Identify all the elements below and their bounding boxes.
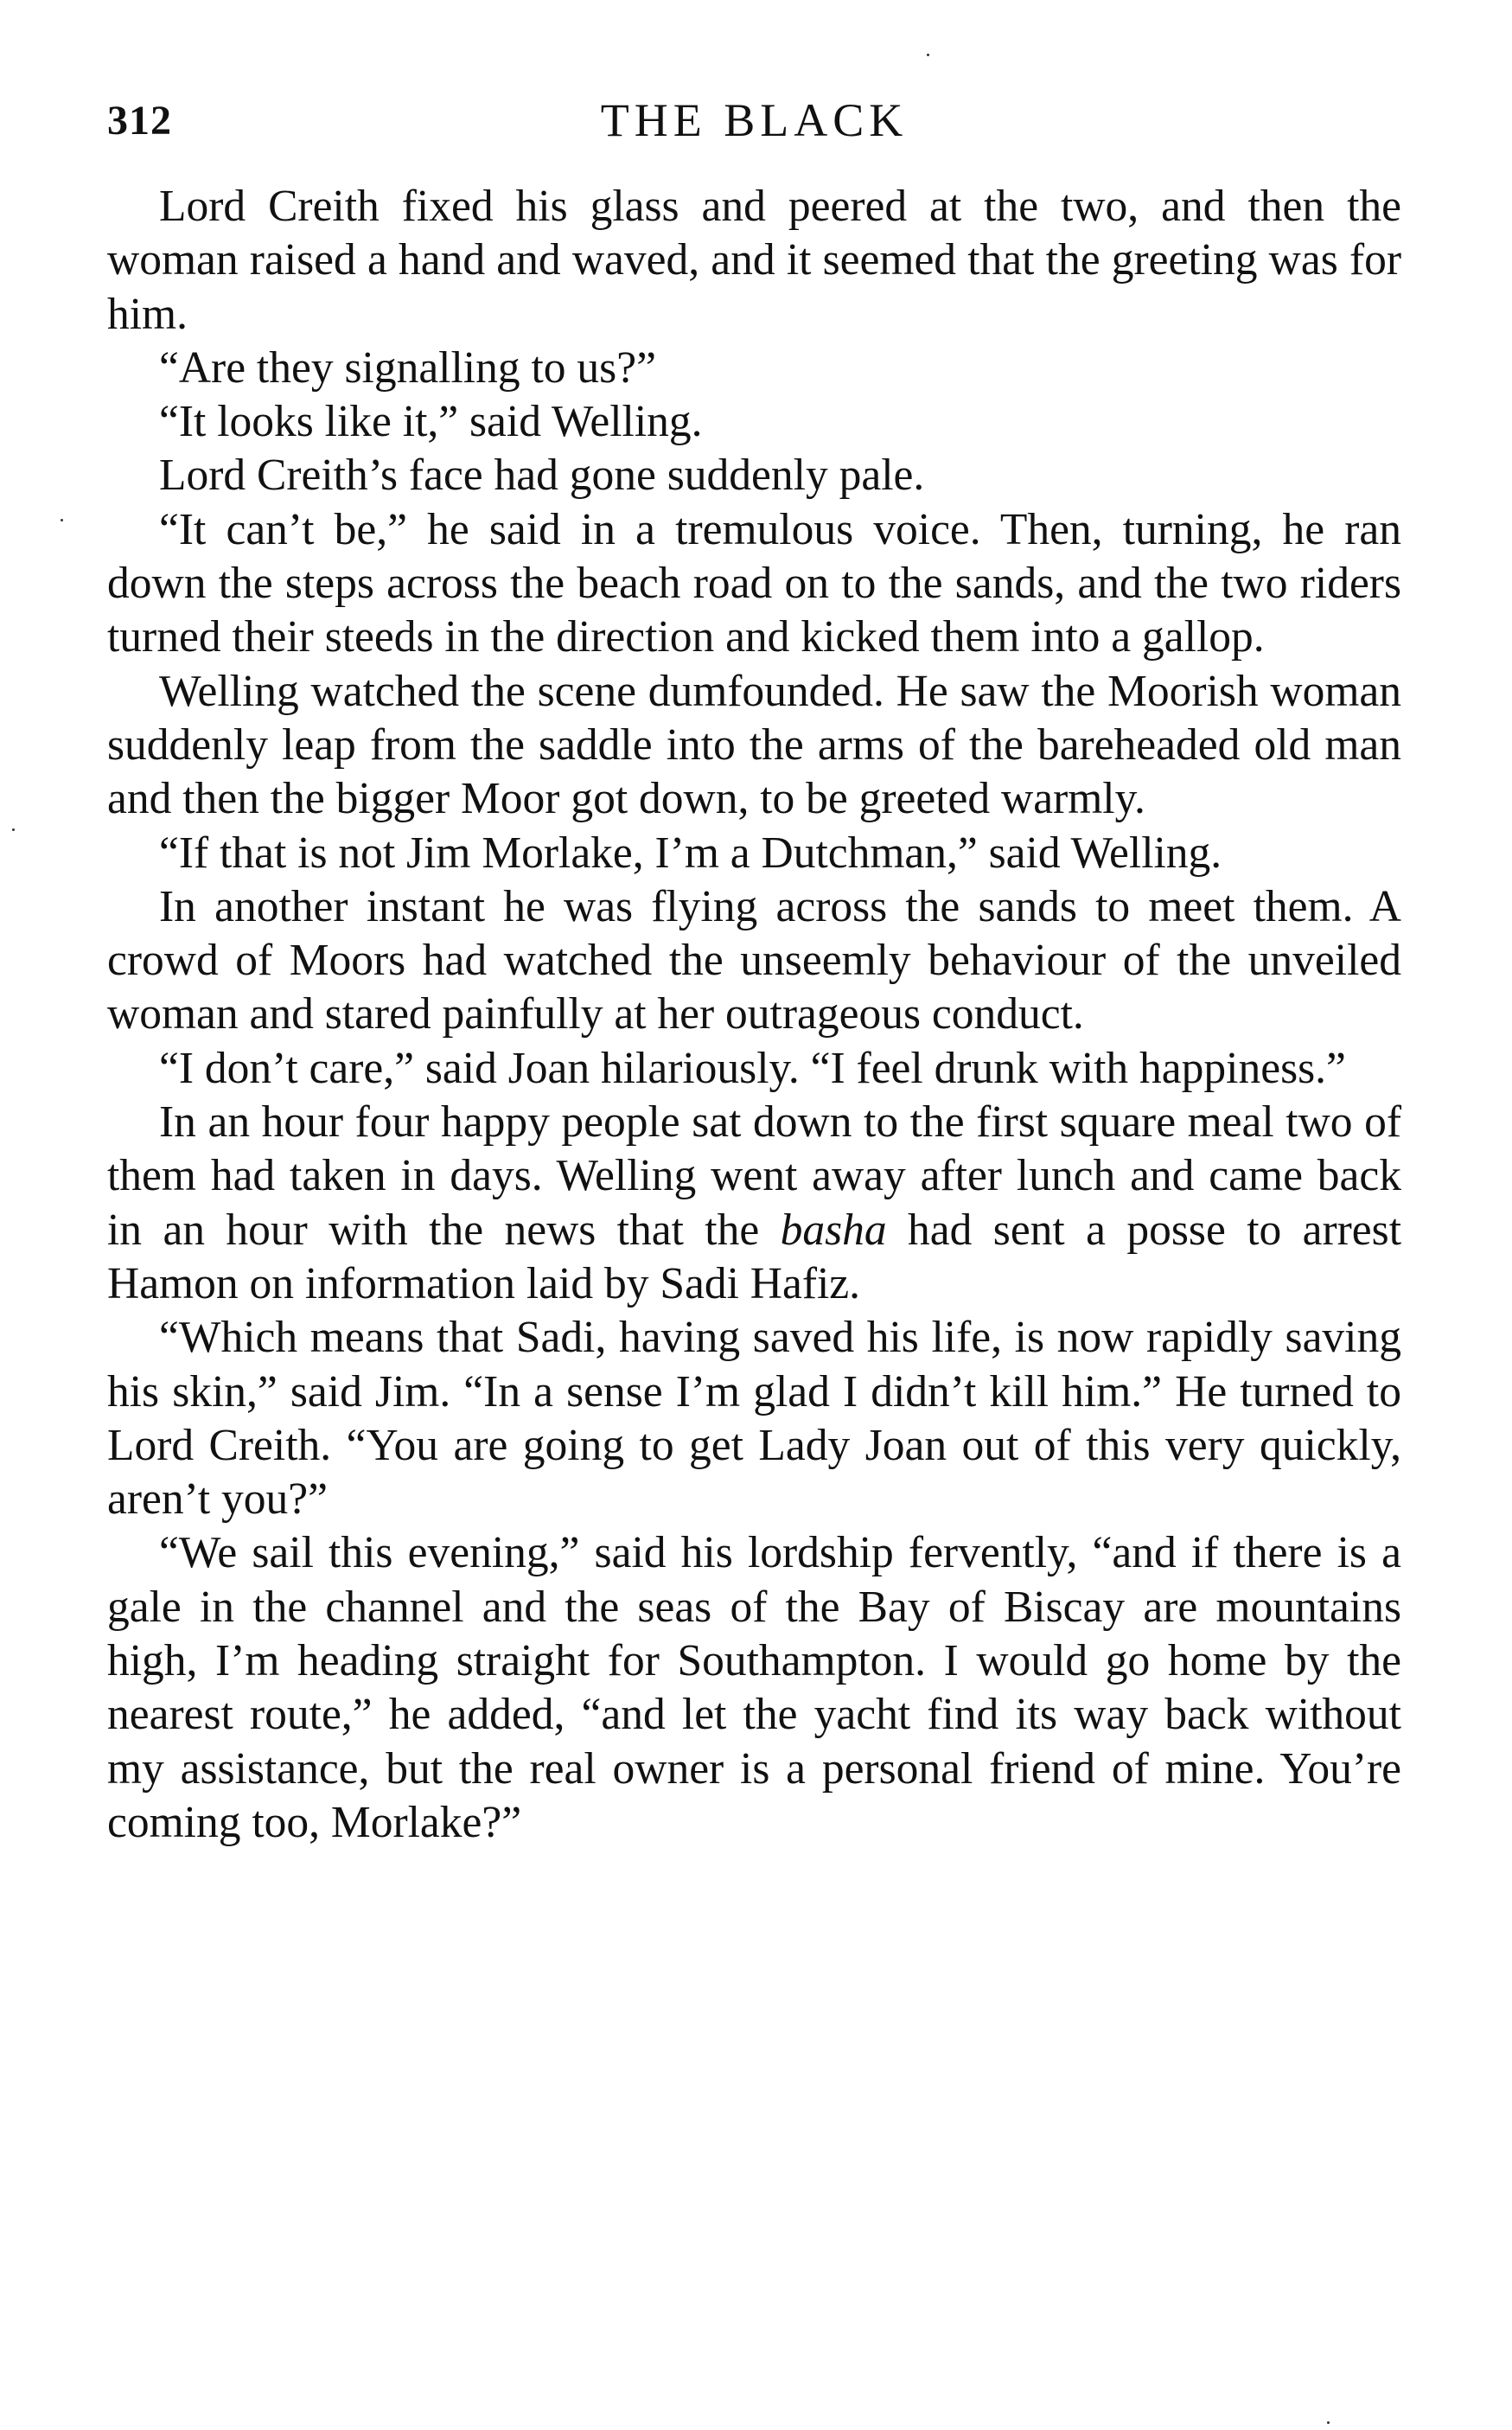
paragraph-11: “Which means that Sadi, having saved his life, is now rapidly saving his skin,” said Jim. “In a sense I’m glad I didn’t kill him.” He turned to Lord Creith. “You are going to get Lady Joan out of this very quickly, aren’t you?”	[107, 1313, 1401, 1525]
scan-speck	[1327, 2421, 1330, 2424]
page-header	[107, 93, 1401, 163]
running-head: THE BLACK	[600, 94, 909, 146]
paragraph-1: Lord Creith fixed his glass and peered at the two, and then the woman raised a hand and waved, and it seemed that the greeting was for him.	[107, 182, 1401, 339]
paragraph-3: “It looks like it,” said Welling.	[159, 397, 703, 447]
paragraph-9: “I don’t care,” said Joan hilariously. “I feel drunk with happiness.”	[159, 1043, 1346, 1093]
paragraph-6: Welling watched the scene dumfounded. He saw the Moorish woman suddenly leap from the saddle into the arms of the bareheaded old man and then the bigger Moor got down, to be greeted warmly.	[107, 666, 1401, 824]
paragraph-7: “If that is not Jim Morlake, I’m a Dutchman,” said Welling.	[159, 828, 1222, 878]
paragraph-5: “It can’t be,” he said in a tremulous voice. Then, turning, he ran down the steps across the beach road on to the sands, and the two riders turned their steeds in the direction and kicked them into a gallop.	[107, 504, 1401, 662]
paragraph-2: “Are they signalling to us?”	[159, 342, 656, 393]
scan-speck	[927, 54, 929, 56]
paragraph-12: “We sail this evening,” said his lordship fervently, “and if there is a gale in the channel and the seas of the Bay of Biscay are mountains high, I’m heading straight for Southampton. I would go home by the nearest route,” he added, “and let the yacht find its way back without my assistance, but the real owner is a personal friend of mine. You’re coming too, Morlake?”	[107, 1528, 1401, 1847]
italic-term: basha	[780, 1205, 887, 1255]
paragraph-4: Lord Creith’s face had gone suddenly pale.	[159, 451, 925, 501]
page-number: 312	[107, 98, 172, 144]
scan-speck	[61, 519, 63, 521]
paragraph-10: In an hour four happy people sat down to the first square meal two of them had taken in days. Welling went away after lunch and came back in an hour with the news that the basha had sent a posse to arrest Hamon on information laid by Sadi Hafiz.	[107, 1097, 1402, 1308]
paragraph-8: In another instant he was flying across the sands to meet them. A crowd of Moors had watched the unseemly behaviour of the unveiled woman and stared painfully at her outrageous conduct.	[107, 881, 1401, 1039]
scan-speck	[12, 828, 15, 831]
body-text	[107, 180, 1401, 1850]
